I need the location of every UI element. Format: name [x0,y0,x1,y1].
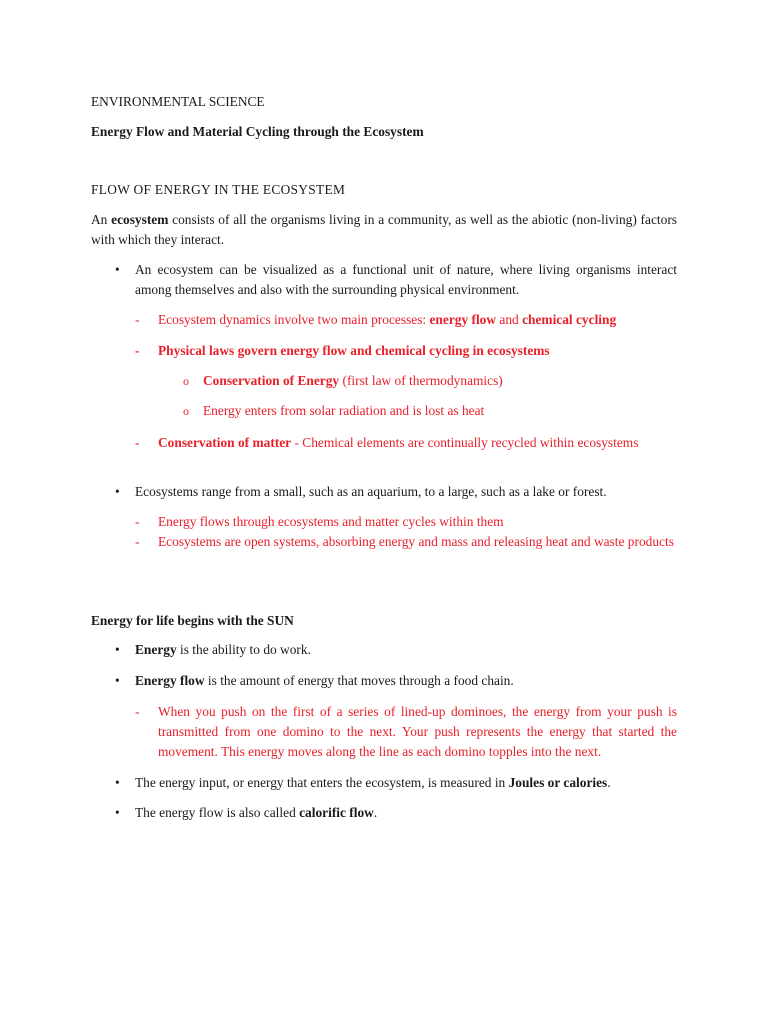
document-header: ENVIRONMENTAL SCIENCE [91,94,265,109]
bullet-marker: • [115,805,120,820]
dash-marker: - [135,514,140,529]
section-heading-flow-of-energy: FLOW OF ENERGY IN THE ECOSYSTEM [91,182,346,197]
dash-marker: - [135,534,140,549]
bullet-marker: • [115,642,120,657]
circle-marker: o [183,374,189,388]
bullet-marker: • [115,673,120,688]
dash-marker: - [135,343,140,358]
term-ecosystem: ecosystem [111,212,169,227]
bullet-marker: • [115,484,120,499]
dash-marker: - [135,435,140,450]
dash-marker: - [135,312,140,327]
bullet-marker: • [115,262,120,277]
dash-marker: - [135,704,140,719]
bullet-text: Ecosystems range from a small, such as an aquarium, to a large, such as a lake or forest. [135,484,607,499]
bullet-text: An ecosystem can be visualized as a functional unit of nature, where living organisms interact among themselves and also with the surrounding physical environment. [135,262,677,297]
bullet-marker: • [115,775,120,790]
intro-paragraph: An ecosystem consists of all the organisms living in a community, as well as the abiotic (non-living) factors with which they interact. [91,212,677,247]
document-title: Energy Flow and Material Cycling through the Ecosystem [91,124,424,139]
circle-marker: o [183,404,189,418]
section-heading-energy-sun: Energy for life begins with the SUN [91,613,294,628]
